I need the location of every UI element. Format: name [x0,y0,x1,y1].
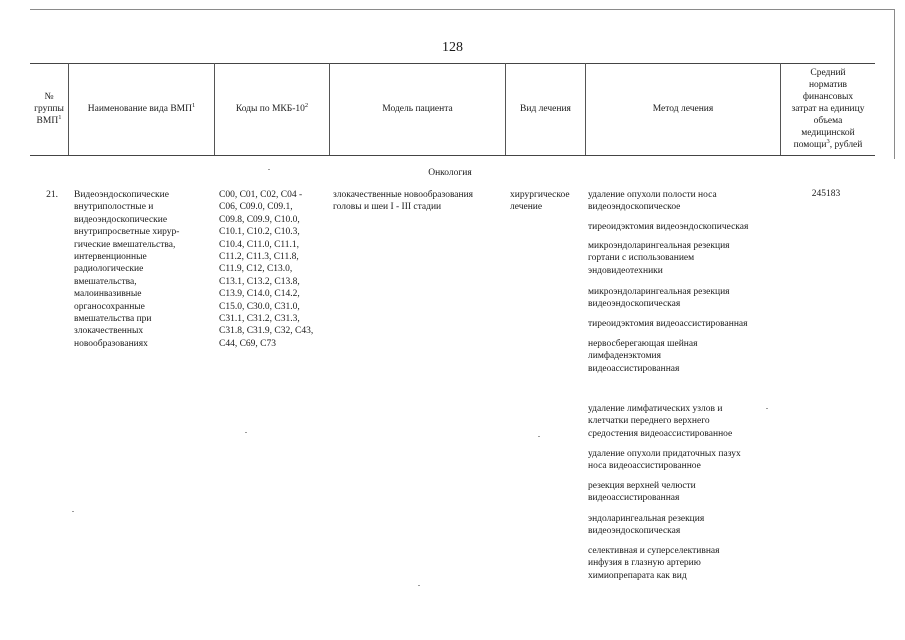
method-line: удаление опухоли полости носа [588,190,717,200]
icd-code-line: C11.9, C12, C13.0, [219,264,293,275]
method-line: тиреоидэктомия видеоассистированная [588,319,748,329]
vmp-name-line: внутриполостные и [74,202,154,213]
header-treatment-method: Метод лечения [652,104,714,114]
header-text: объема [813,116,843,126]
method-line: химиопрепарата как вид [588,570,687,581]
icd-code-line: C06, C09.0, C09.1, [219,202,293,213]
icd-code-line: C10.4, C11.0, C11.1, [219,239,300,250]
header-text: Коды по МКБ-10 [235,104,305,114]
method-line: видеоэндоскопическое [588,202,681,213]
vmp-name-line: органосохранные [74,301,145,312]
method-item [588,338,778,375]
scan-speck [245,432,247,433]
patient-model-line: злокачественные новообразования [333,190,474,200]
header-text: № [44,92,54,102]
method-line: видеоэндоскопическая [588,299,681,310]
method-line: селективная и суперселективная [588,546,720,556]
method-line: лимфаденэктомия [588,351,661,362]
header-text: медицинской [801,128,855,138]
method-line: средостения видеоассистированное [588,428,733,439]
icd-code-line: C09.8, C09.9, C10.0, [219,214,300,225]
icd-code-line: C00, C01, C02, C04 - [219,190,303,200]
vmp-name-line: внутрипросветные хирур- [74,227,180,238]
method-line: удаление опухоли придаточных пазух [588,449,741,459]
method-line: резекция верхней челюсти [588,481,696,491]
vmp-name-line: Видеоэндоскопические [74,190,169,200]
scan-speck [268,169,270,170]
method-item [588,448,778,473]
icd-code-line: C44, C69, C73 [219,338,277,349]
patient-model-line: головы и шеи I - III стадии [333,202,442,213]
footnote-mark: 2 [304,101,309,109]
method-line: видеоассистированная [588,363,680,374]
vmp-name [74,189,214,350]
method-line: удаление лимфатических узлов и [588,404,723,414]
icd-code-line: C11.2, C11.3, C11.8, [219,252,299,263]
method-line: видеоэндоскопическая [588,526,681,537]
header-cost [781,63,875,155]
header-text: , рублей [829,140,863,150]
method-item [588,480,778,505]
footnote-mark: 1 [191,101,196,109]
footnote-mark: 1 [58,113,62,121]
vmp-name-line: злокачественных [74,326,144,337]
header-treatment-type: Вид лечения [520,104,571,114]
vmp-name-line: интервенционные [74,252,147,263]
page-number: 128 [442,40,463,55]
method-item [588,513,778,538]
patient-model [333,189,505,214]
method-line: гортани с использованием [588,253,695,264]
scan-speck [418,585,420,586]
icd-code-line: C13.9, C14.0, C14.2, [219,289,300,300]
header-text: Средний [810,68,846,78]
header-text: затрат на единицу [791,104,865,114]
icd-code-line: C15.0, C30.0, C31.0, [219,301,300,312]
header-text: помощи [793,140,827,150]
vmp-name-line: вмешательства, [74,276,137,287]
method-line: видеоассистированная [588,493,680,504]
vmp-name-line: радиологические [74,264,144,275]
scan-frame-top [30,9,895,10]
scan-speck [72,511,74,512]
method-line: нервосберегающая шейная [588,339,698,349]
header-text: группы [34,104,64,114]
method-item [588,240,778,277]
method-line: микроэндоларингеальная резекция [588,241,730,251]
section-title: Онкология [428,168,472,178]
method-line: эндоларингеальная резекция [588,514,705,524]
method-line: клетчатки переднего верхнего [588,416,710,427]
icd-codes [219,189,329,350]
vmp-name-line: вмешательства при [74,314,152,325]
header-text: финансовых [802,92,854,102]
scan-speck [538,436,540,437]
header-text: ВМП [36,116,59,126]
row-number: 21. [46,190,58,200]
method-line: носа видеоассистированное [588,461,701,472]
header-name [69,63,214,155]
cost-value: 245183 [811,189,841,199]
treatment-type-line: лечение [510,202,543,213]
table-header-bottom-rule [30,155,875,156]
header-text: норматив [808,80,848,90]
vmp-name-line: новообразованиях [74,338,148,349]
header-group-number [30,63,68,155]
header-patient-model: Модель пациента [382,104,453,114]
vmp-name-line: гические вмешательства, [74,239,176,250]
icd-code-line: C13.1, C13.2, C13.8, [219,276,300,287]
treatment-type-line: хирургическое [510,190,570,200]
scan-speck [766,408,768,409]
vmp-name-line: малоинвазивные [74,289,142,300]
method-item [588,286,778,311]
method-line: инфузия в глазную артерию [588,558,701,569]
icd-code-line: C31.1, C31.2, C31.3, [219,314,300,325]
method-item [588,545,778,582]
icd-code-line: C10.1, C10.2, C10.3, [219,227,300,238]
method-item [588,318,778,330]
scan-frame-right [894,9,895,159]
footnote-mark: 3 [826,137,830,145]
method-item [588,403,778,440]
header-codes [215,63,329,155]
method-line: эндовидеотехники [588,265,663,276]
icd-code-line: C31.8, C31.9, C32, C43, [219,326,314,337]
method-item [588,221,778,233]
method-line: тиреоидэктомия видеоэндоскопическая [588,222,749,232]
method-item [588,189,778,214]
method-line: микроэндоларингеальная резекция [588,287,730,297]
vmp-name-line: видеоэндоскопические [74,214,168,225]
header-text: Наименование вида ВМП [87,104,192,114]
treatment-type [510,189,585,214]
